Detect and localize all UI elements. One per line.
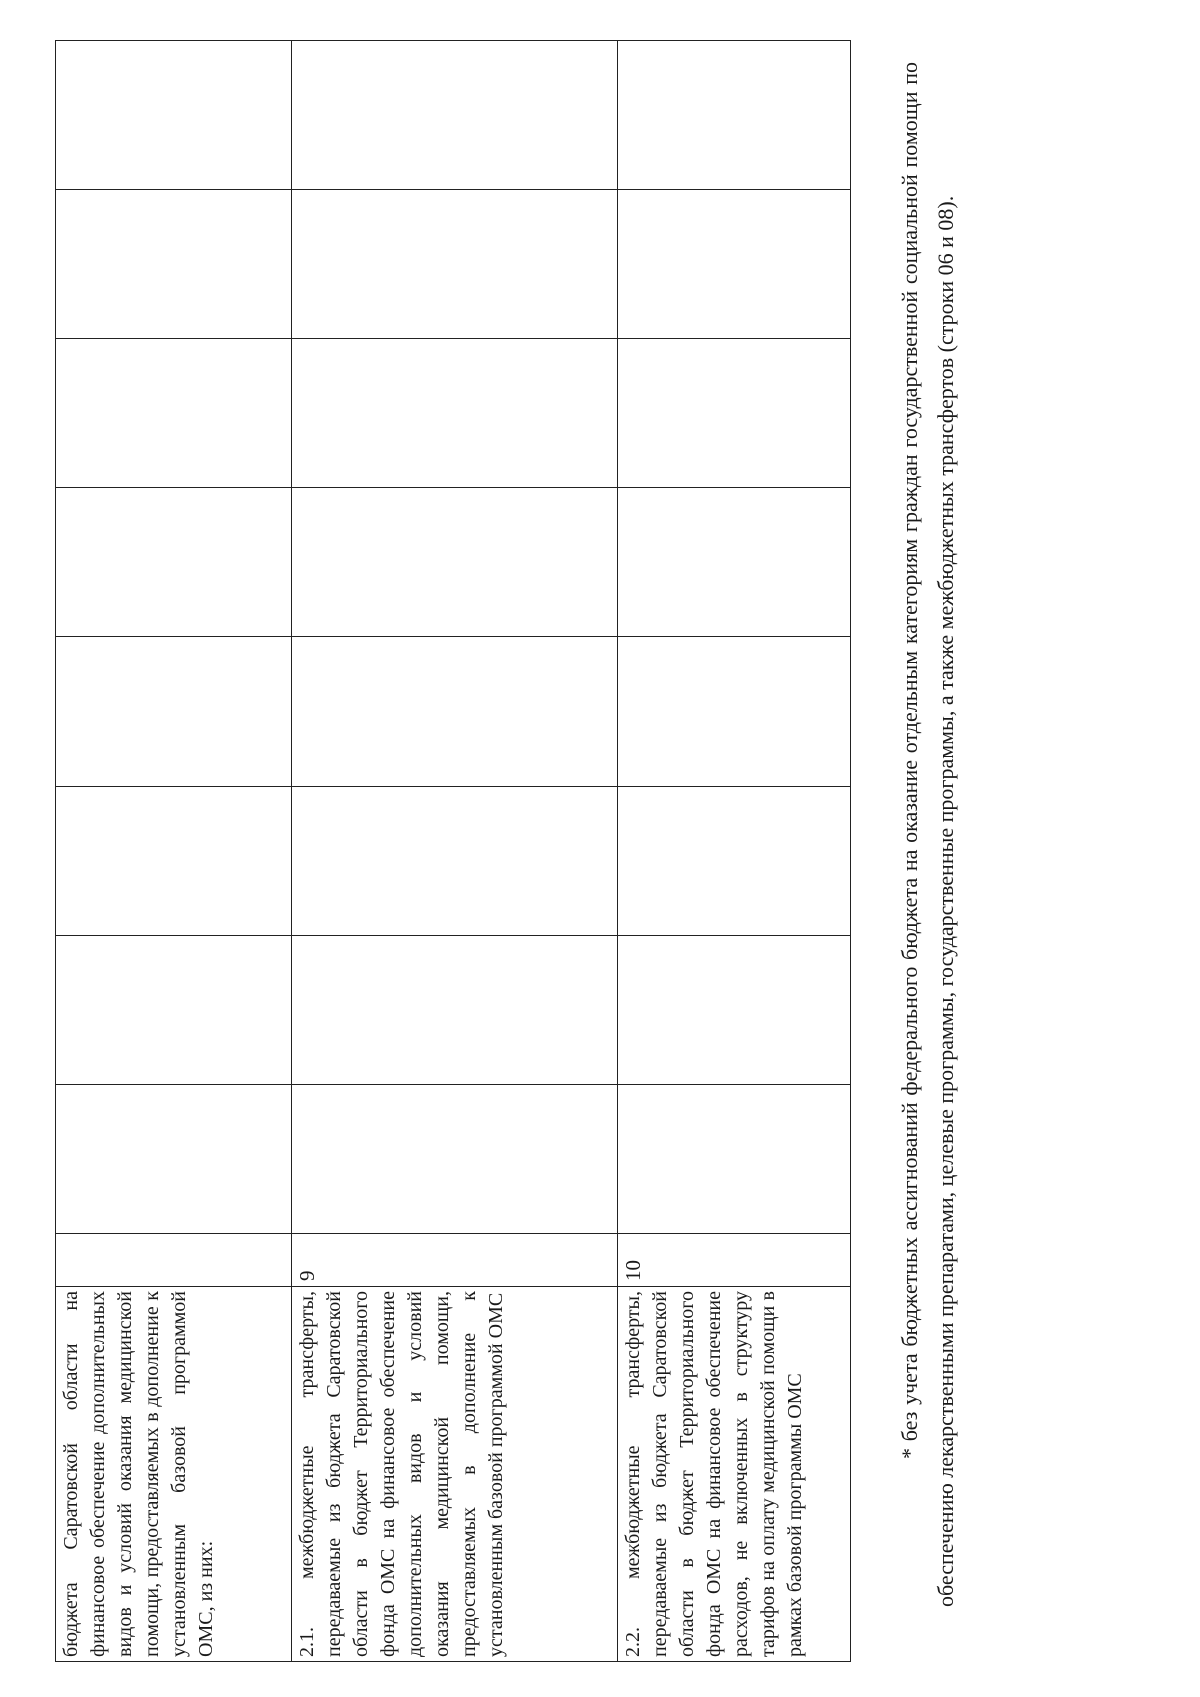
value-cell [618, 1084, 851, 1233]
value-cell [292, 637, 618, 786]
value-cell [292, 488, 618, 637]
value-cell [618, 41, 851, 190]
value-cell [618, 339, 851, 488]
row-code-cell: 10 [618, 1234, 851, 1287]
value-cell [56, 935, 292, 1084]
value-cell [292, 1084, 618, 1233]
value-cell [292, 339, 618, 488]
value-cell [56, 637, 292, 786]
row-code-cell [56, 1234, 292, 1287]
value-cell [56, 41, 292, 190]
value-cell [292, 786, 618, 935]
value-cell [56, 339, 292, 488]
value-cell [292, 190, 618, 339]
value-cell [618, 637, 851, 786]
financing-table [55, 40, 851, 1662]
row-name-cell: бюджета Саратовской области на финансовое обеспечение дополнительных видов и условий оказания медицинской помощи, предоставляемых в дополнение к установленным базовой программой ОМС, из них: [56, 1287, 292, 1662]
value-cell [292, 935, 618, 1084]
row-name-cell: 2.1. межбюджетные трансферты, передаваемые из бюджета Саратовской области в бюджет Территориального фонда ОМС на финансовое обеспечение дополнительных видов и условий оказания медицинской помощи, предоставляемых в дополнение к установленным базовой программой ОМС [292, 1287, 618, 1662]
value-cell [618, 935, 851, 1084]
value-cell [56, 190, 292, 339]
value-cell [292, 41, 618, 190]
table-row [618, 41, 851, 1662]
value-cell [56, 488, 292, 637]
value-cell [56, 1084, 292, 1233]
row-code-cell: 9 [292, 1234, 618, 1287]
value-cell [618, 190, 851, 339]
value-cell [618, 786, 851, 935]
row-name-cell: 2.2. межбюджетные трансферты, передаваемые из бюджета Саратовской области в бюджет Территориального фонда ОМС на финансовое обеспечение расходов, не включенных в структуру тарифов на оплату медицинской помощи в рамках базовой программы ОМС [618, 1287, 851, 1662]
value-cell [618, 488, 851, 637]
footnote: * без учета бюджетных ассигнований федерального бюджета на оказание отдельным категориям граждан государственной социальной помощи по обеспечению лекарственными препаратами, целевые программы, государственные программы, а также межбюджетных трансфертов (строки 06 и 08). [897, 62, 958, 1607]
table-row [292, 41, 618, 1662]
table-row [56, 41, 292, 1662]
value-cell [56, 786, 292, 935]
